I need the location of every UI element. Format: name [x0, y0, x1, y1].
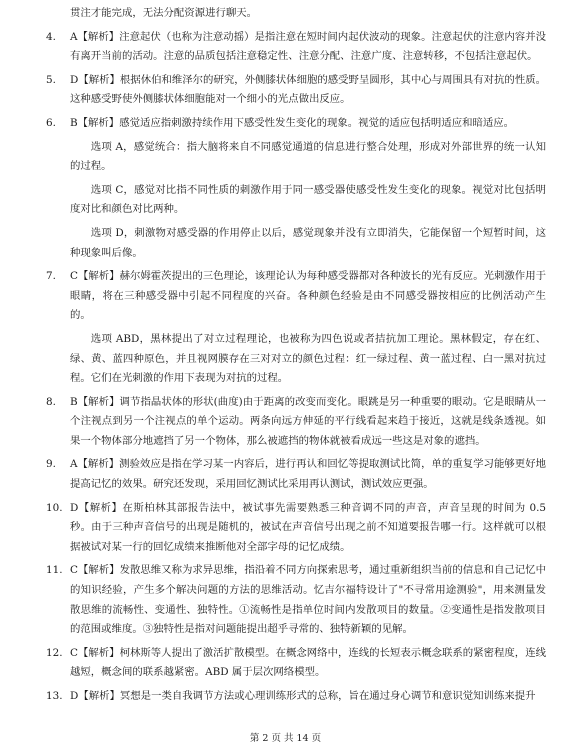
answer-item [46, 644, 546, 683]
item-text: B【解析】调节指晶状体的形状(曲度)由于距离的改变而变化。眼跳是另一种重要的眼动。它是眼睛从一个注视点到另一个注视点的单个运动。两条向远方伸延的平行线看起来趋于接近，这就是线条透视。如果一个物体部分地遮挡了另一个物体，那么被遮挡的物体就被看成远一些这是对象的遮挡。 [70, 395, 546, 447]
answer-item [46, 455, 546, 494]
answer-paragraph [46, 644, 546, 683]
answer-item [46, 267, 546, 389]
answer-paragraph [46, 455, 546, 494]
answer-item [46, 687, 546, 707]
item-text: A【解析】测验效应是指在学习某一内容后，进行再认和回忆等提取测试比简，单的重复学习能够更好地提高记忆的效果。研究还发现，采用回忆测试比采用再认测试，测试效应更强。 [70, 458, 546, 491]
item-text: C【解析】发散思维又称为求异思维，指沿着不同方向探索思考，通过重新组织当前的信息和自己记忆中的知识经验，产生多个解决问题的方法的思维活动。忆吉尔福特设计了"不寻常用途测验"，用来测量发散思维的流畅性、变通性、独特性。①流畅性是指单位时间内发散项目的数量。②变通性是指发散项目的范围或维度。③独特性是指对问题能提出超乎寻常的、独特新颖的见解。 [70, 564, 546, 636]
answer-item [46, 561, 546, 639]
answer-item [46, 114, 546, 263]
item-text: D【解析】根据休伯和维泽尔的研究，外侧膝状体细胞的感受野呈圆形，其中心与周围具有对抗的性质。这种感受野使外侧膝状体细胞能对一个细小的光点做出反应。 [70, 73, 546, 106]
answer-paragraph [46, 267, 546, 326]
item-text: D【解析】冥想是一类自我调节方法或心理训练形式的总称，旨在通过身心调节和意识觉知训练来提升 [70, 690, 536, 702]
option-explanation: 选项 ABD，黑林提出了对立过程理论，也被称为四色说或者拮抗加工理论。黑林假定，存在红、绿、黄、蓝四种原色，并且视网膜存在三对对立的颜色过程：红一绿过程、黄一蓝过程、白一黑对抗过程。它们在光刺激的作用下表现为对抗的过程。 [70, 332, 546, 385]
answer-item [46, 393, 546, 452]
answer-item [46, 499, 546, 558]
option-explanation: 选项 D，刺激物对感受器的作用停止以后，感觉现象并没有立即消失，它能保留一个短暂时间，这种现象叫后像。 [70, 226, 546, 259]
item-number: 10. [46, 501, 63, 514]
continued-line: 贯注才能完成，无法分配资源进行聊天。 [70, 7, 258, 19]
answer-paragraph [46, 28, 546, 67]
item-text: C【解析】柯林斯等人提出了激活扩散模型。在概念网络中，连线的长短表示概念联系的紧密程度，连线越短，概念间的联系越紧密。ABD 属于层次网络模型。 [70, 646, 546, 679]
item-number: 9. [46, 458, 56, 471]
item-text: A【解析】注意起伏（也称为注意动摇）是指注意在短时间内起伏波动的现象。注意起伏的注意内容并没有离开当前的活动。注意的品质包括注意稳定性、注意分配、注意广度、注意转移，不包括注意起伏。 [70, 30, 546, 63]
option-explanation: 选项 A，感觉统合：指大脑将来自不同感觉通道的信息进行整合处理，形成对外部世界的统一认知的过程。 [70, 140, 546, 173]
document-body [46, 4, 546, 711]
answer-paragraph [46, 561, 546, 639]
answer-item [46, 28, 546, 67]
item-number: 5. [46, 73, 56, 86]
answer-paragraph [46, 114, 546, 134]
item-text: C【解析】赫尔姆霍茨提出的三色理论，该理论认为每种感受器都对各种波长的光有反应。光刺激作用于眼睛，将在三种感受器中引起不同程度的兴奋。各种颜色经验是由不同感受器按相应的比例活动产生的。 [70, 270, 546, 322]
answer-list [46, 28, 546, 707]
answer-paragraph [46, 71, 546, 110]
item-number: 7. [46, 270, 56, 283]
item-number: 13. [46, 690, 63, 702]
answer-paragraph [46, 499, 546, 558]
answer-paragraph [46, 687, 546, 707]
item-text: B【解析】感觉适应指刺激持续作用下感受性发生变化的现象。视觉的适应包括明适应和暗适应。 [70, 116, 515, 129]
item-number: 12. [46, 646, 63, 659]
answer-paragraph [46, 393, 546, 452]
answer-item [46, 71, 546, 110]
item-number: 8. [46, 395, 56, 408]
option-explanation: 选项 C，感觉对比指不同性质的刺激作用于同一感受器使感受性发生变化的现象。视觉对比包括明度对比和颜色对比两种。 [70, 183, 546, 216]
item-number: 11. [46, 564, 63, 577]
item-number: 4. [46, 30, 56, 43]
item-number: 6. [46, 116, 56, 129]
page-footer: 第 2 页 共 14 页 [249, 733, 322, 744]
item-text: D【解析】在斯柏林其部报告法中，被试事先需要熟悉三种音调不同的声音，声音呈现的时间为 0.5 秒。由于三种声音信号的出现是随机的，被试在声音信号出现之前不知道要报告哪一行。这样就可以根据被试对某一行的回忆成绩来推断他对全部字母的记忆成绩。 [70, 501, 546, 553]
